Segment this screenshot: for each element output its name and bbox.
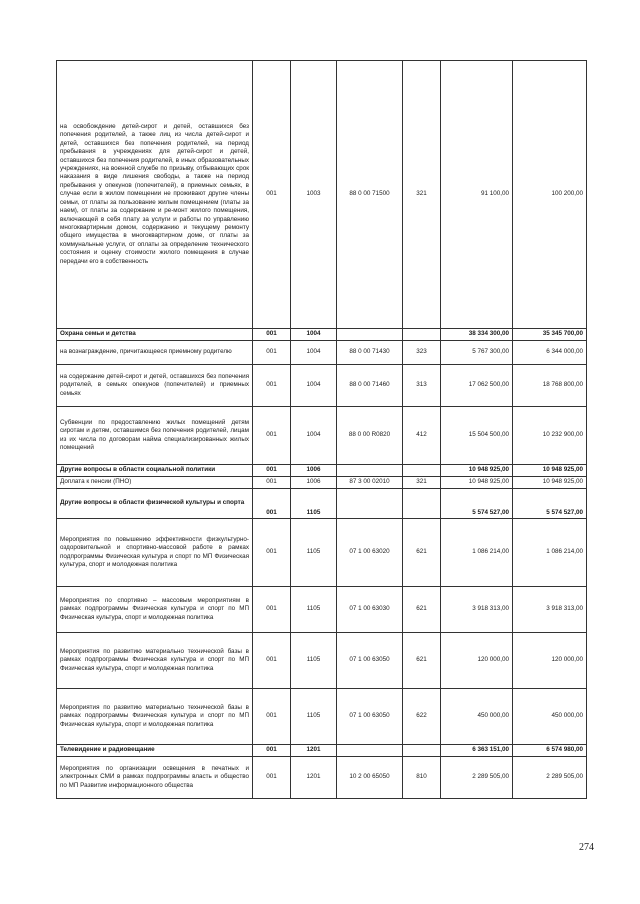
row-sum-year2: 450 000,00	[513, 689, 587, 745]
row-sum-year2: 18 768 800,00	[513, 365, 587, 407]
row-target-code	[337, 329, 403, 341]
section-row	[57, 489, 587, 519]
table-row	[57, 407, 587, 465]
row-sum-year1: 1 086 214,00	[441, 519, 513, 587]
table-row	[57, 341, 587, 365]
row-section-code: 1004	[291, 341, 337, 365]
row-sum-year1: 38 334 300,00	[441, 329, 513, 341]
row-ved-code: 001	[253, 365, 291, 407]
row-sum-year1: 17 062 500,00	[441, 365, 513, 407]
section-title: Другие вопросы в области социальной политики	[57, 465, 253, 477]
row-section-code: 1105	[291, 633, 337, 689]
section-title: Охрана семьи и детства	[57, 329, 253, 341]
row-description: Доплата к пенсии (ПНО)	[57, 477, 253, 489]
row-expense-type: 622	[403, 689, 441, 745]
row-target-code	[337, 745, 403, 757]
row-description: на освобождение детей-сирот и детей, оставшихся без попечения родителей, а также лиц из числа детей-сирот и детей, оставшихся без попечения родителей, на период пребывания в учреждениях для детей-сирот и детей, оставшихся без попечения родителей, в иных образовательных учреждениях, на военной службе по призыву, отбывающих срок наказания в виде лишения свободы, а также на период пребывания у опекунов (попечителей), в приемных семьях, в случае если в жилом помещении не проживают другие члены семьи, от платы за пользование жилым помещением (платы за наем), от платы за содержание и ре-монт жилого помещения, включающей в себя плату за услуги и работы по управлению многоквартирным домом, содержанию и текущему ремонту общего имущества в многоквартирном доме, от платы за коммунальные услуги, от оплаты за определение технического состояния и оценку стоимости жилого помещения в случае передачи его в собственность	[57, 61, 253, 329]
section-row	[57, 745, 587, 757]
row-target-code: 07 1 00 63050	[337, 633, 403, 689]
row-target-code: 10 2 00 65050	[337, 757, 403, 799]
row-ved-code: 001	[253, 61, 291, 329]
row-section-code: 1105	[291, 587, 337, 633]
row-target-code: 88 0 00 R0820	[337, 407, 403, 465]
row-sum-year1: 10 948 925,00	[441, 465, 513, 477]
row-target-code: 88 0 00 71460	[337, 365, 403, 407]
row-sum-year2: 1 086 214,00	[513, 519, 587, 587]
row-sum-year2: 100 200,00	[513, 61, 587, 329]
row-expense-type: 621	[403, 587, 441, 633]
row-expense-type	[403, 489, 441, 519]
row-ved-code: 001	[253, 689, 291, 745]
row-target-code: 07 1 00 63050	[337, 689, 403, 745]
row-section-code: 1006	[291, 477, 337, 489]
page-number: 274	[579, 842, 594, 853]
row-target-code: 07 1 00 63030	[337, 587, 403, 633]
row-expense-type: 412	[403, 407, 441, 465]
row-target-code: 87 3 00 02010	[337, 477, 403, 489]
row-target-code	[337, 465, 403, 477]
row-sum-year1: 450 000,00	[441, 689, 513, 745]
row-ved-code: 001	[253, 341, 291, 365]
budget-table	[56, 60, 587, 799]
table-row	[57, 519, 587, 587]
row-description: Мероприятия по развитию материально технической базы в рамках подпрограммы Физическая культура и спорт по МП Физическая культура, спорт и молодежная политика	[57, 689, 253, 745]
row-sum-year1: 5 574 527,00	[441, 489, 513, 519]
row-sum-year1: 3 918 313,00	[441, 587, 513, 633]
row-ved-code: 001	[253, 465, 291, 477]
row-section-code: 1105	[291, 489, 337, 519]
row-target-code: 88 0 00 71430	[337, 341, 403, 365]
row-section-code: 1201	[291, 757, 337, 799]
row-expense-type: 321	[403, 61, 441, 329]
row-ved-code: 001	[253, 633, 291, 689]
row-expense-type: 621	[403, 519, 441, 587]
table-row	[57, 757, 587, 799]
row-expense-type	[403, 329, 441, 341]
row-section-code: 1004	[291, 329, 337, 341]
row-sum-year2: 2 289 505,00	[513, 757, 587, 799]
row-target-code	[337, 489, 403, 519]
section-row	[57, 329, 587, 341]
table-row	[57, 689, 587, 745]
row-sum-year2: 10 948 925,00	[513, 465, 587, 477]
row-expense-type: 323	[403, 341, 441, 365]
row-expense-type: 321	[403, 477, 441, 489]
row-section-code: 1105	[291, 519, 337, 587]
row-target-code: 07 1 00 63020	[337, 519, 403, 587]
row-description: Мероприятия по развитию материально технической базы в рамках подпрограммы Физическая культура и спорт по МП Физическая культура, спорт и молодежная политика	[57, 633, 253, 689]
row-description: Мероприятия по спортивно – массовым мероприятиям в рамках подпрограммы Физическая культура и спорт по МП Физическая культура, спорт и молодежная политика	[57, 587, 253, 633]
row-sum-year2: 6 344 000,00	[513, 341, 587, 365]
row-section-code: 1004	[291, 365, 337, 407]
table-row	[57, 477, 587, 489]
row-section-code: 1004	[291, 407, 337, 465]
row-sum-year1: 10 948 925,00	[441, 477, 513, 489]
section-title: Другие вопросы в области физической культуры и спорта	[57, 489, 253, 519]
row-sum-year2: 6 574 980,00	[513, 745, 587, 757]
row-expense-type	[403, 745, 441, 757]
row-description: на вознаграждение, причитающееся приемному родителю	[57, 341, 253, 365]
row-sum-year1: 2 289 505,00	[441, 757, 513, 799]
row-sum-year2: 35 345 700,00	[513, 329, 587, 341]
row-sum-year2: 10 232 900,00	[513, 407, 587, 465]
row-sum-year1: 5 767 300,00	[441, 341, 513, 365]
row-ved-code: 001	[253, 519, 291, 587]
row-sum-year2: 10 948 925,00	[513, 477, 587, 489]
row-expense-type: 621	[403, 633, 441, 689]
row-sum-year1: 91 100,00	[441, 61, 513, 329]
row-ved-code: 001	[253, 757, 291, 799]
row-description: на содержание детей-сирот и детей, оставшихся без попечения родителей, в семьях опекунов (попечителей) и приемных семьях	[57, 365, 253, 407]
row-sum-year2: 120 000,00	[513, 633, 587, 689]
section-row	[57, 465, 587, 477]
table-row	[57, 633, 587, 689]
row-sum-year2: 3 918 313,00	[513, 587, 587, 633]
table-row	[57, 61, 587, 329]
row-section-code: 1003	[291, 61, 337, 329]
row-description: Мероприятия по организации освещения в печатных и электронных СМИ в рамках подпрограммы власть и общество по МП Развитие информационного общества	[57, 757, 253, 799]
row-expense-type: 313	[403, 365, 441, 407]
section-title: Телевидение и радиовещание	[57, 745, 253, 757]
row-sum-year1: 15 504 500,00	[441, 407, 513, 465]
row-expense-type	[403, 465, 441, 477]
row-ved-code: 001	[253, 477, 291, 489]
row-expense-type: 810	[403, 757, 441, 799]
row-ved-code: 001	[253, 587, 291, 633]
table-row	[57, 365, 587, 407]
row-section-code: 1105	[291, 689, 337, 745]
row-ved-code: 001	[253, 329, 291, 341]
table-row	[57, 587, 587, 633]
row-section-code: 1201	[291, 745, 337, 757]
row-section-code: 1006	[291, 465, 337, 477]
row-sum-year1: 6 363 151,00	[441, 745, 513, 757]
row-sum-year2: 5 574 527,00	[513, 489, 587, 519]
row-description: Субвенции по предоставлению жилых помещений детям сиротам и детям, оставшимся без попечения родителей, лицам из их числа по договорам найма специализированных жилых помещений	[57, 407, 253, 465]
row-description: Мероприятия по повышению эффективности физкультурно-оздоровительной и спортивно-массовой работе в рамках подпрограммы Физическая культура и спорт по МП Физическая культура, спорт и молодежная политика	[57, 519, 253, 587]
row-target-code: 88 0 00 71500	[337, 61, 403, 329]
row-ved-code: 001	[253, 489, 291, 519]
row-sum-year1: 120 000,00	[441, 633, 513, 689]
row-ved-code: 001	[253, 745, 291, 757]
row-ved-code: 001	[253, 407, 291, 465]
